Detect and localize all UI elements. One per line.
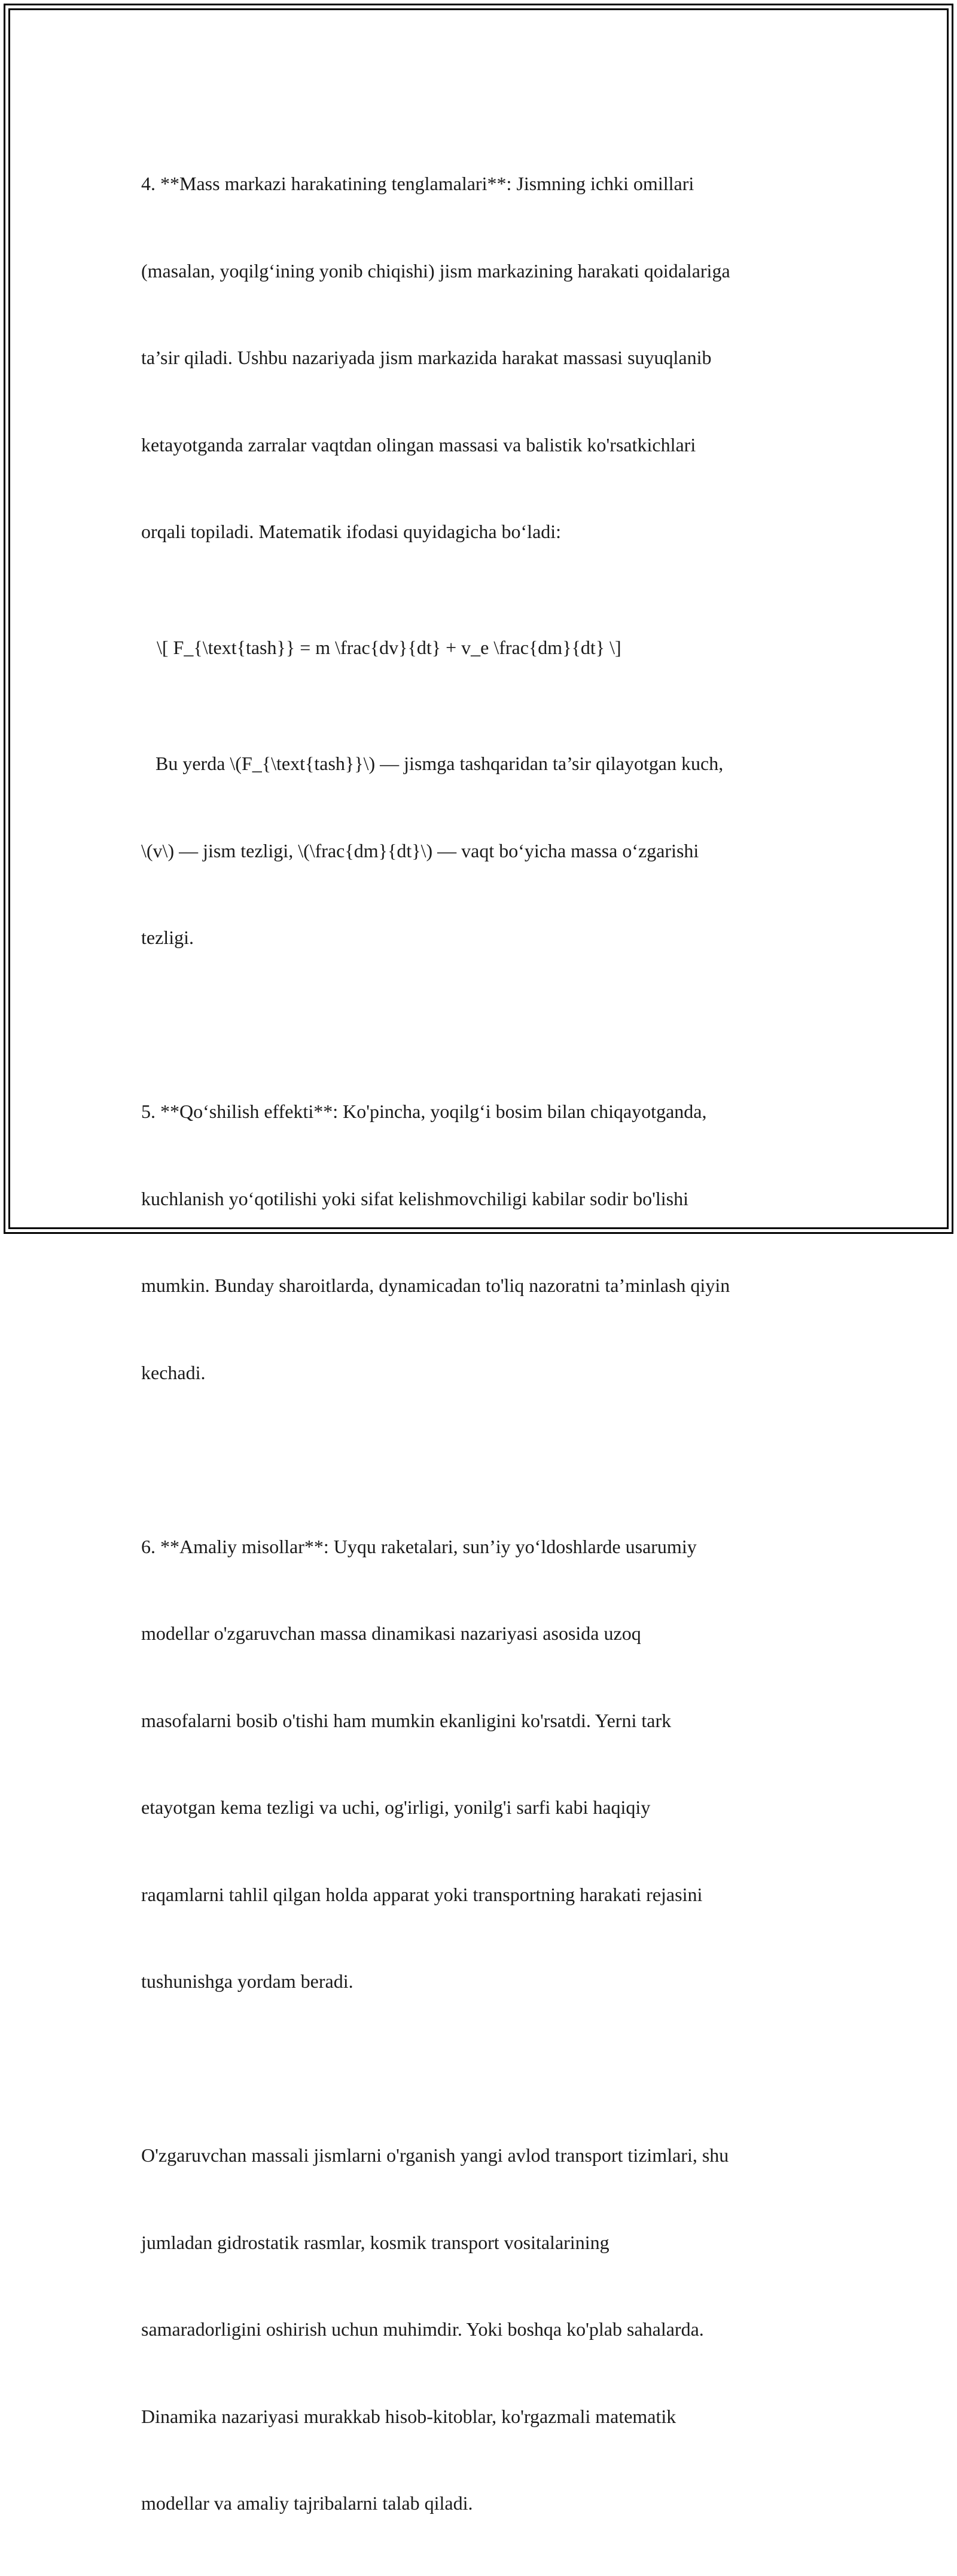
text-line: modellar va amaliy tajribalarni talab qiladi. [141,2492,473,2514]
text-line: tushunishga yordam beradi. [141,1970,353,1992]
text-line: jumladan gidrostatik rasmlar, kosmik transport vositalarining [141,2231,609,2253]
text-line: mumkin. Bunday sharoitlarda, dynamicadan to'liq nazoratni ta’minlash qiyin [141,1275,730,1296]
text-line: orqali topiladi. Matematik ifodasi quyidagicha bo‘ladi: [141,521,562,542]
paragraph-conclusion [141,2083,817,2576]
text-line: (masalan, yoqilg‘ining yonib chiqishi) jism markazining harakati qoidalariga [141,259,730,282]
text-line: O'zgaruvchan massali jismlarni o'rganish yangi avlod transport tizimlari, shu [141,2144,729,2166]
text-line: samaradorligini oshirish uchun muhimdir. Yoki boshqa ko'plab sahalarda. [141,2318,704,2340]
text-line: kuchlanish yo‘qotilishi yoki sifat kelishmovchiligi kabilar sodir bo'lishi [141,1187,689,1209]
text-line: 5. **Qo‘shilish effekti**: Ko'pincha, yoqilg‘i bosim bilan chiqayotganda, [141,1101,707,1122]
text-line: modellar o'zgaruvchan massa dinamikasi nazariyasi asosida uzoq [141,1622,641,1644]
paragraph-formula-explanation [141,691,817,1010]
text-line: tezligi. [141,927,194,948]
paragraph-practical-examples [141,1474,817,2054]
text-line: 6. **Amaliy misollar**: Uyqu raketalari, sun’iy yo‘ldoshlarde usarumiy [141,1535,697,1557]
text-line: raqamlarni tahlil qilgan holda apparat yoki transportning harakati rejasini [141,1883,703,1905]
paragraph-mass-center-equations [141,111,817,604]
text-line: ta’sir qiladi. Ushbu nazariyada jism markazida harakat massasi suyuqlanib [141,347,712,368]
text-line: kechadi. [141,1361,206,1383]
text-line: ketayotganda zarralar vaqtdan olingan massasi va balistik ko'rsatkichlari [141,433,696,456]
text-line: 4. **Mass markazi harakatining tenglamalari**: Jismning ichki omillari [141,173,694,194]
text-line: Bu yerda \(F_{\text{tash}}\) — jismga tashqaridan ta’sir qilayotgan kuch, [141,753,724,774]
formula-block: \[ F_{\text{tash}} = m \frac{dv}{dt} + v_e \frac{dm}{dt} \] [157,637,621,658]
text-line: \(v\) — jism tezligi, \(\frac{dm}{dt}\) — vaqt bo‘yicha massa o‘zgarishi [141,839,699,861]
text-line: Dinamika nazariyasi murakkab hisob-kitoblar, ko'rgazmali matematik [141,2405,676,2427]
text-line: etayotgan kema tezligi va uchi, og'irligi, yonilg'i sarfi kabi haqiqiy [141,1796,651,1818]
paragraph-joining-effect [141,1039,817,1445]
text-line: masofalarni bosib o'tishi ham mumkin ekanligini ko'rsatdi. Yerni tark [141,1709,672,1731]
document-body [141,111,817,2576]
